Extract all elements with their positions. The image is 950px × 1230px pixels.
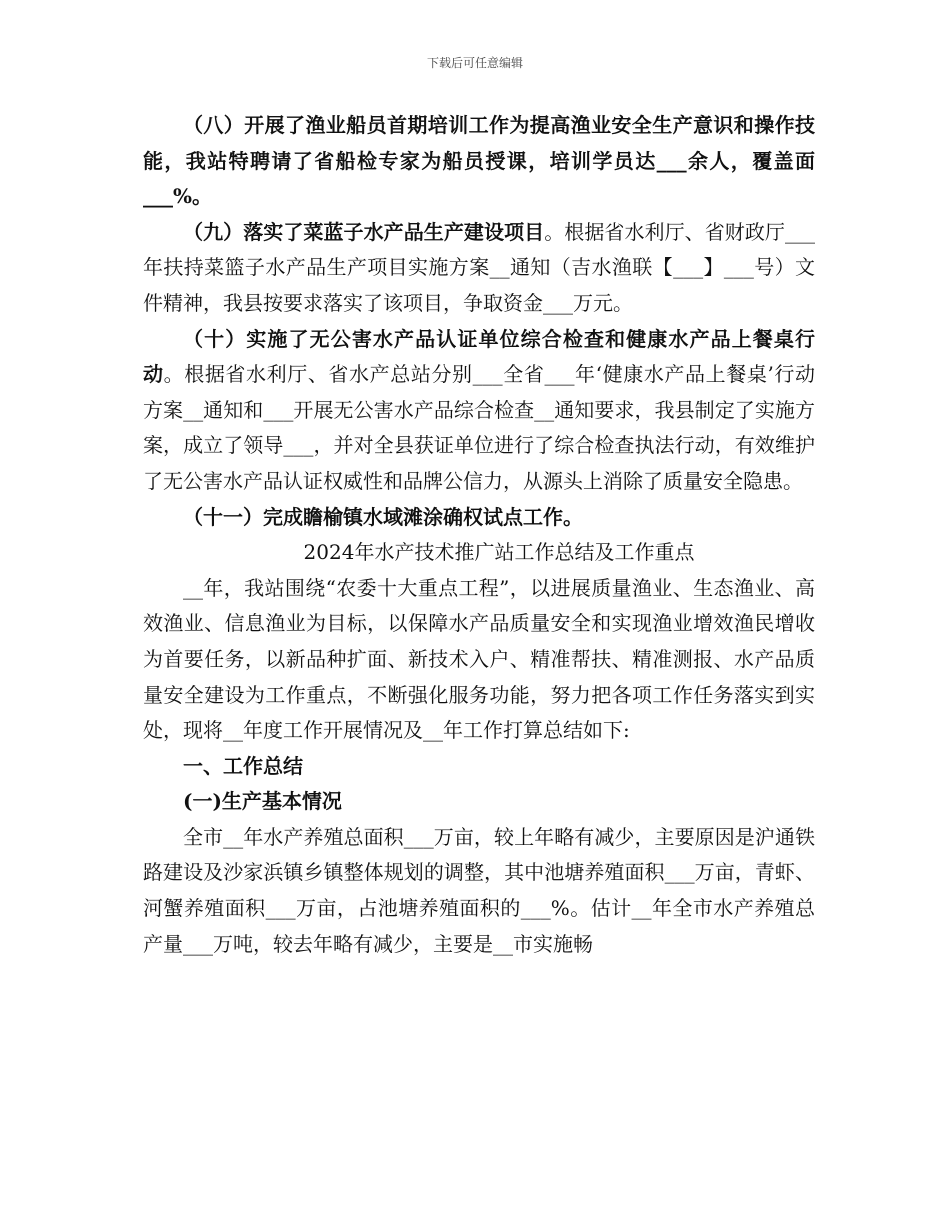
intro-paragraph: __年，我站围绕“农委十大重点工程”，以进展质量渔业、生态渔业、高效渔业、信息渔业为目标，以保障水产品质量安全和实现渔业增效渔民增收为首要任务，以新品种扩面、新技术入户、精准帮扶、精准测报、水产品质量安全建设为工作重点，不断强化服务功能，努力把各项工作任务落实到实处，现将__年度工作开展情况及__年工作打算总结如下: [143,575,815,743]
document-title: 2024年水产技术推广站工作总结及工作重点 [303,540,695,565]
production-paragraph: 全市__年水产养殖总面积___万亩，较上年略有减少，主要原因是沪通铁路建设及沙家浜镇乡镇整体规划的调整，其中池塘养殖面积___万亩，青虾、河蟹养殖面积___万亩，占池塘养殖面积的___%。估计__年全市水产养殖总产量___万吨，较去年略有减少，主要是__市实施畅 [143,824,815,956]
document-body [143,108,815,962]
paragraph-eleven: （十一）完成瞻榆镇水域滩涂确权试点工作。 [183,504,583,529]
paragraph-nine-body: 。根据省水利厅、省财政厅___年扶持菜篮子水产品生产项目实施方案__通知（吉水渔联【___】___号）文件精神，我县按要求落实了该项目，争取资金___万元。 [143,219,816,315]
paragraph-nine [143,215,815,322]
subsection-heading: (一)生产基本情况 [183,789,342,814]
paragraph-eight: （八）开展了渔业船员首期培训工作为提高渔业安全生产意识和操作技能，我站特聘请了省船检专家为船员授课，培训学员达___余人，覆盖面___%。 [143,113,815,209]
section-heading: 一、工作总结 [183,753,303,778]
paragraph-ten [143,322,815,500]
page-header: 下载后可任意编辑 [426,56,523,70]
paragraph-ten-body: 。根据省水利厅、省水产总站分别___全省___年‘健康水产品上餐桌’行动方案__通知和___开展无公害水产品综合检查__通知要求，我县制定了实施方案，成立了领导___，并对全县获证单位进行了综合检查执法行动，有效维护了无公害水产品认证权威性和品牌公信力，从源头上消除了质量安全隐患。 [143,362,816,493]
paragraph-nine-heading: （九）落实了菜蓝子水产品生产建设项目 [183,219,545,244]
paragraph-ten-heading: （十）实施了无公害水产品认证单位综合检查和健康水产品上餐桌行动 [143,326,815,387]
